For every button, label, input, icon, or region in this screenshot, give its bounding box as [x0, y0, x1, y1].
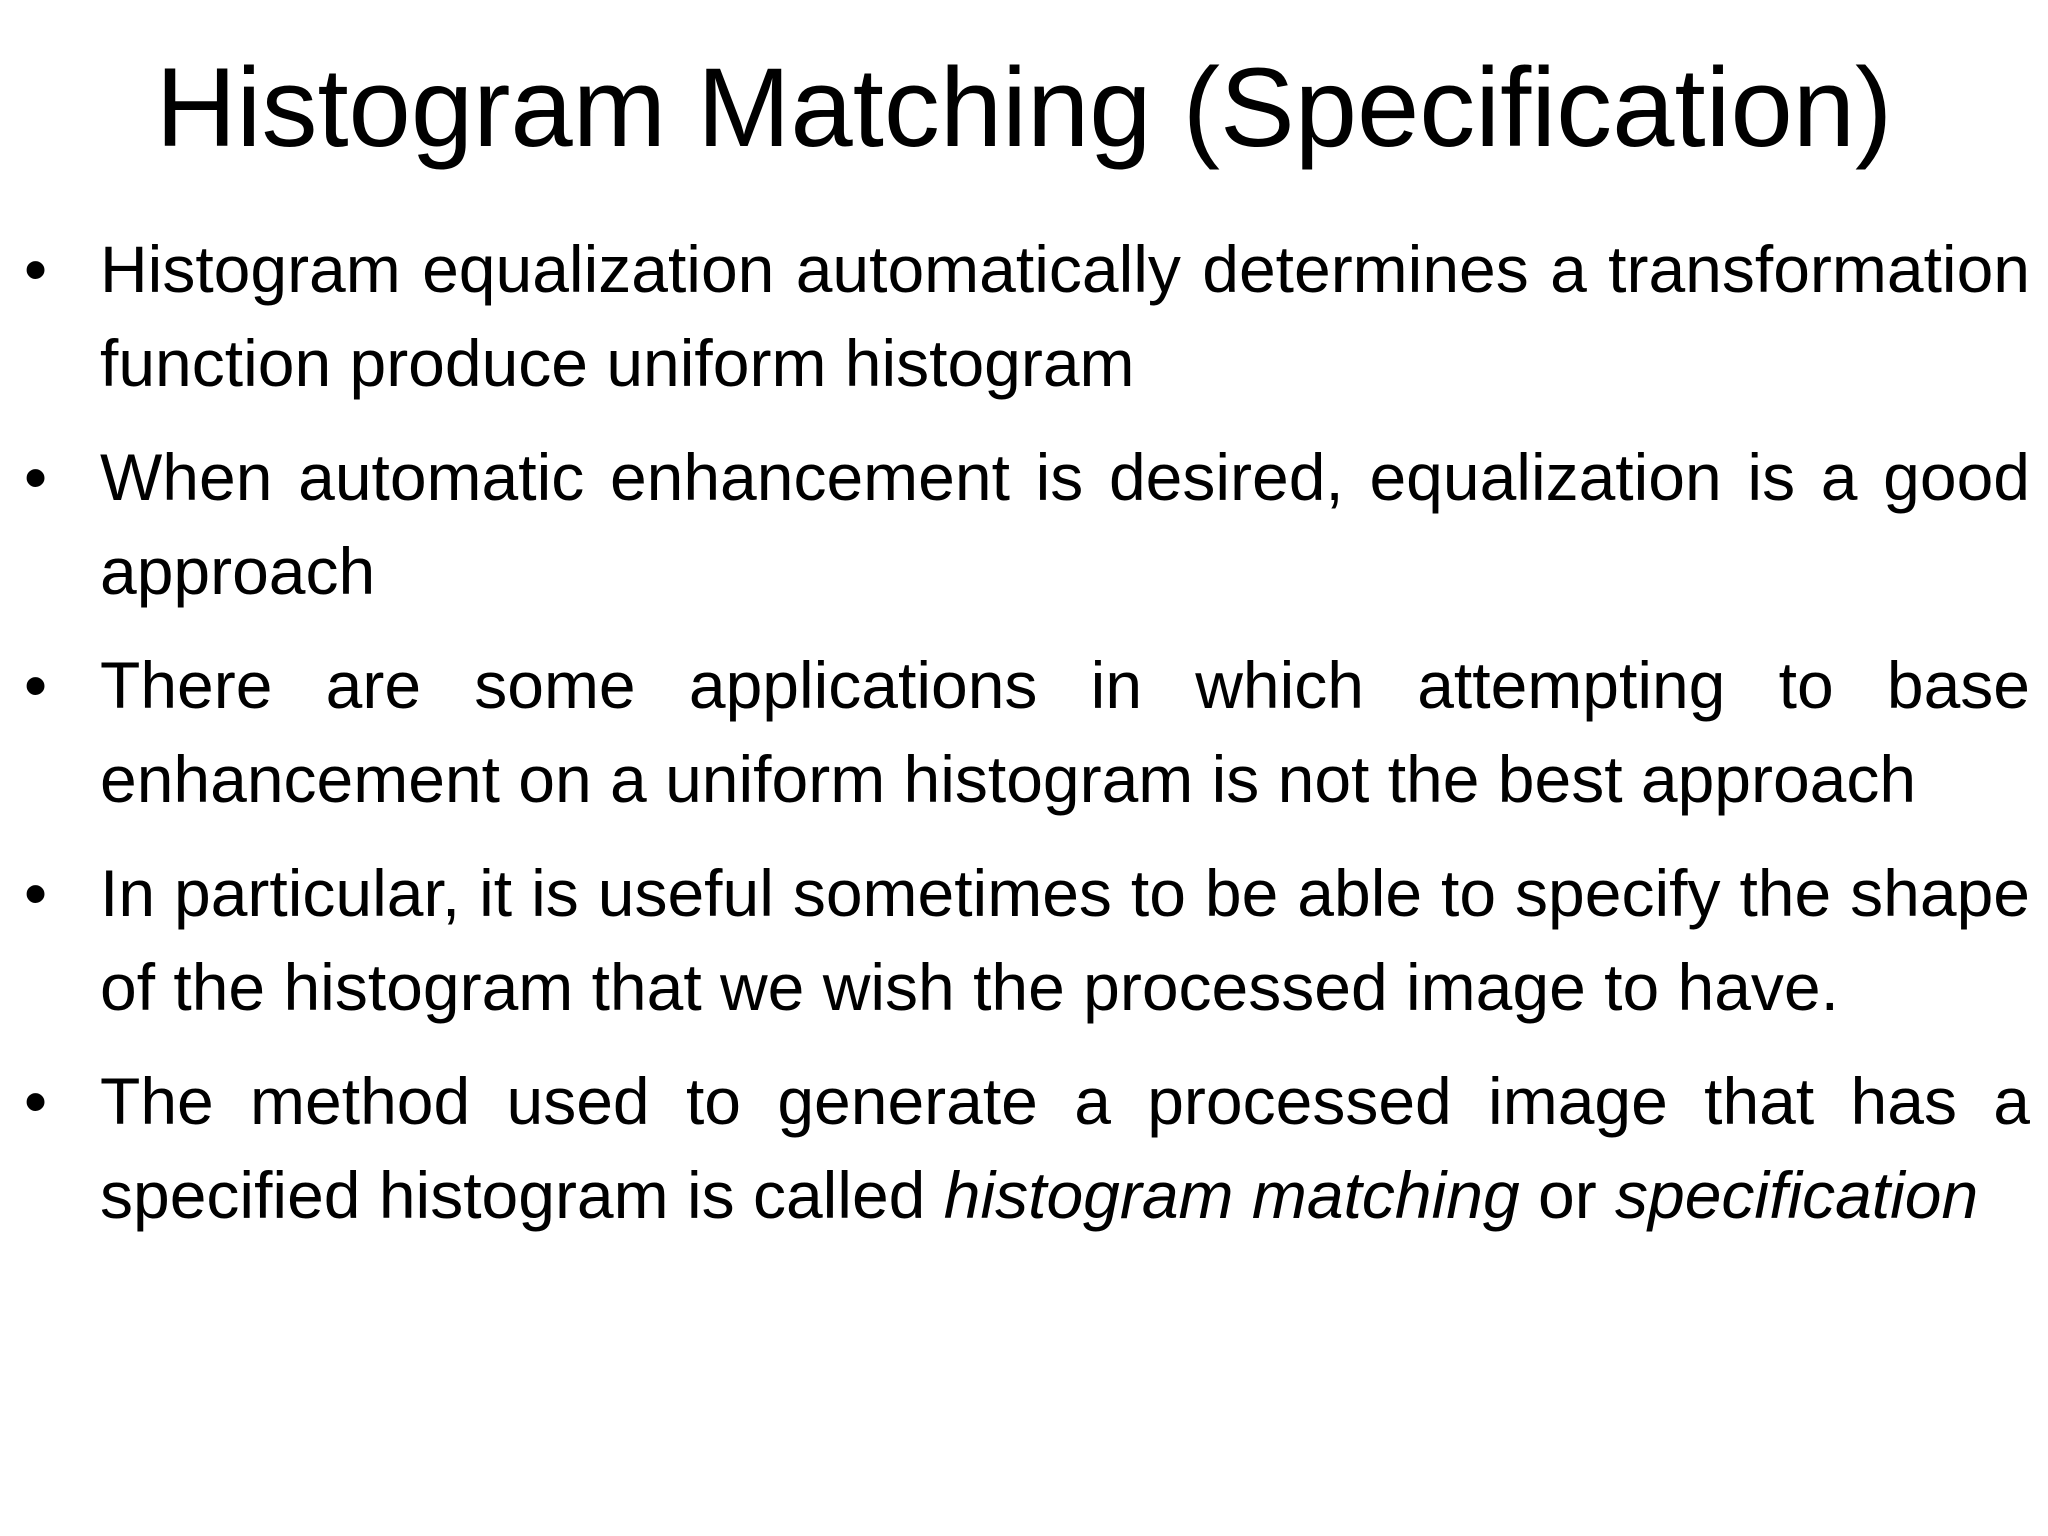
bullet-text	[100, 1054, 2030, 1242]
bullet-item	[20, 638, 2030, 826]
bullet-item	[20, 222, 2030, 410]
emphasis-term-histogram-matching: histogram matching	[943, 1158, 1520, 1232]
bullet-list	[20, 222, 2030, 1262]
bullet-item	[20, 430, 2030, 618]
slide-title: Histogram Matching (Specification)	[155, 45, 1893, 170]
bullet-text: When automatic enhancement is desired, equalization is a good approach	[100, 440, 2030, 608]
bullet-dot-icon: •	[24, 232, 48, 306]
bullet-text: Histogram equalization automatically determines a transformation function produce uniform histogram	[100, 232, 2030, 400]
bullet-text-segment: The method used to generate a processed image that has a specified histogram is called	[100, 1064, 2030, 1232]
bullet-dot-icon: •	[24, 856, 48, 930]
emphasis-term-specification: specification	[1615, 1158, 1979, 1232]
bullet-text: In particular, it is useful sometimes to be able to specify the shape of the histogram that we wish the processed image to have.	[100, 856, 2030, 1024]
bullet-dot-icon: •	[24, 1064, 48, 1138]
bullet-item	[20, 1054, 2030, 1242]
bullet-dot-icon: •	[24, 648, 48, 722]
bullet-text-segment: or	[1519, 1158, 1616, 1232]
bullet-text: There are some applications in which attempting to base enhancement on a uniform histogram is not the best approach	[100, 648, 2030, 816]
bullet-item	[20, 846, 2030, 1034]
bullet-dot-icon: •	[24, 440, 48, 514]
